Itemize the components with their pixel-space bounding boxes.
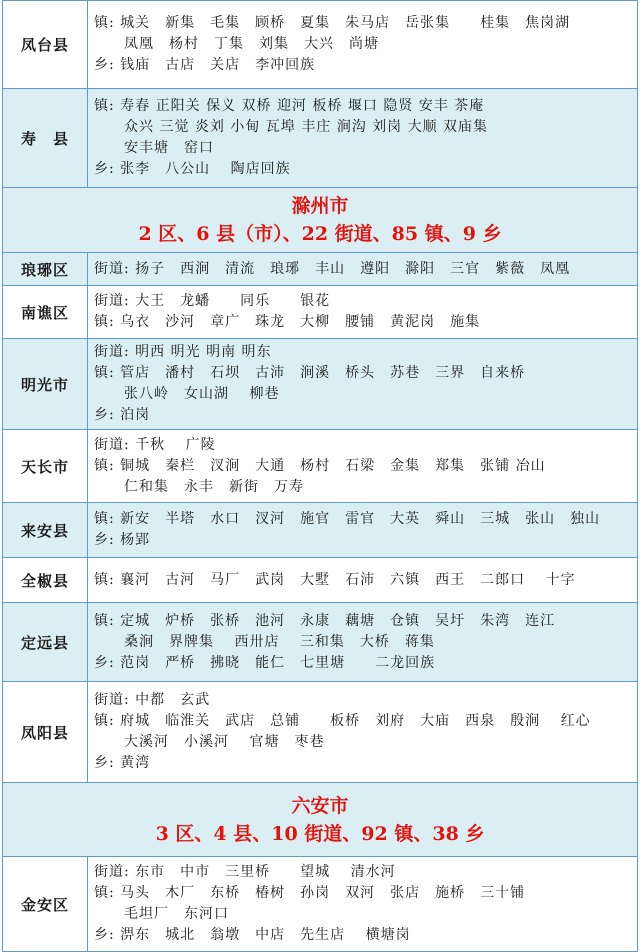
division-line: 镇: 城关 新集 毛集 顾桥 夏集 朱马店 岳张集 桂集 焦岗湖 — [94, 15, 571, 31]
city-header-cell — [3, 783, 638, 857]
division-line: 张八岭 女山湖 柳巷 — [124, 386, 280, 402]
county-name: 琅琊区 — [3, 253, 88, 286]
table-body — [3, 1, 638, 952]
division-line: 镇: 襄河 古河 马厂 武岗 大墅 石沛 六镇 西王 二郎口 十字 — [94, 571, 576, 588]
division-line: 乡: 钱庙 古店 关店 李冲回族 — [94, 57, 316, 73]
division-line: 安丰塘 窑口 — [124, 140, 214, 156]
city-header-row — [3, 188, 638, 253]
county-row — [3, 253, 638, 286]
division-line: 桑涧 界牌集 西卅店 三和集 大桥 蒋集 — [124, 633, 435, 650]
division-line: 乡: 张李 八公山 陶店回族 — [94, 161, 291, 177]
division-line: 仁和集 永丰 新街 万寿 — [124, 478, 304, 495]
city-header-row — [3, 783, 638, 857]
city-stats: 2 区、6 县（市）、22 街道、85 镇、9 乡 — [138, 223, 502, 245]
county-name: 天长市 — [3, 430, 88, 503]
county-divisions — [88, 89, 638, 188]
city-stats: 3 区、4 县、10 街道、92 镇、38 乡 — [155, 822, 485, 845]
division-line: 镇: 新安 半塔 水口 汊河 施官 雷官 大英 舜山 三城 张山 独山 — [94, 511, 601, 527]
county-divisions — [88, 430, 638, 503]
division-line: 街道: 大王 龙蟠 同乐 银花 — [94, 293, 331, 309]
division-line: 乡: 范岗 严桥 拂晓 能仁 七里塘 二龙回族 — [94, 654, 436, 671]
county-name: 来安县 — [3, 503, 88, 558]
county-divisions — [88, 1, 638, 89]
county-row — [3, 286, 638, 339]
division-line: 镇: 管店 潘村 石坝 古沛 涧溪 桥头 苏巷 三界 自来桥 — [94, 365, 526, 381]
division-line: 毛坦厂 东河口 — [124, 906, 229, 922]
county-row — [3, 430, 638, 503]
county-row — [3, 339, 638, 430]
division-line: 镇: 马头 木厂 东桥 椿树 孙岗 双河 张店 施桥 三十铺 — [94, 885, 526, 901]
county-divisions — [88, 603, 638, 682]
division-line: 街道: 东市 中市 三里桥 望城 清水河 — [94, 864, 396, 880]
county-row — [3, 558, 638, 603]
division-line: 凤凰 杨村 丁集 刘集 大兴 尚塘 — [124, 36, 379, 52]
city-name: 六安市 — [291, 794, 349, 817]
division-line: 镇: 府城 临淮关 武店 总铺 板桥 刘府 大庙 西泉 殷涧 红心 — [94, 713, 591, 729]
county-divisions — [88, 857, 638, 952]
division-line: 镇: 铜城 秦栏 汊涧 大通 杨村 石梁 金集 郑集 张铺 冶山 — [94, 457, 546, 474]
division-line: 乡: 杨郢 — [94, 532, 151, 548]
division-line: 乡: 泊岗 — [94, 407, 151, 423]
division-line: 乡: 黄湾 — [94, 755, 151, 771]
county-divisions — [88, 503, 638, 558]
county-divisions — [88, 558, 638, 603]
county-divisions — [88, 286, 638, 339]
county-row — [3, 89, 638, 188]
county-name: 明光市 — [3, 339, 88, 430]
division-line: 大溪河 小溪河 官塘 枣巷 — [124, 734, 325, 750]
county-name: 南谯区 — [3, 286, 88, 339]
division-line: 镇: 寿春 正阳关 保义 双桥 迎河 板桥 堰口 隐贤 安丰 茶庵 — [94, 98, 485, 114]
division-line: 众兴 三觉 炎刘 小甸 瓦埠 丰庄 涧沟 刘岗 大顺 双庙集 — [124, 119, 489, 135]
division-line: 镇: 乌衣 沙河 章广 珠龙 大柳 腰铺 黄泥岗 施集 — [94, 314, 481, 330]
city-name: 滁州市 — [291, 195, 349, 217]
county-row — [3, 603, 638, 682]
division-line: 街道: 千秋 广陵 — [94, 436, 216, 453]
division-line: 街道: 扬子 西涧 清流 琅琊 丰山 遵阳 滁阳 三官 紫薇 凤凰 — [94, 260, 571, 277]
city-header-cell — [3, 188, 638, 253]
county-row — [3, 857, 638, 952]
division-line: 乡: 淠东 城北 翁墩 中店 先生店 横塘岗 — [94, 927, 411, 943]
county-name: 寿 县 — [3, 89, 88, 188]
county-divisions — [88, 682, 638, 783]
county-name: 全椒县 — [3, 558, 88, 603]
county-name: 凤阳县 — [3, 682, 88, 783]
county-name: 定远县 — [3, 603, 88, 682]
county-name: 凤台县 — [3, 1, 88, 89]
county-divisions — [88, 339, 638, 430]
county-divisions — [88, 253, 638, 286]
division-line: 镇: 定城 炉桥 张桥 池河 永康 藕塘 仓镇 吴圩 朱湾 连江 — [94, 612, 556, 629]
division-line: 街道: 中都 玄武 — [94, 692, 211, 708]
county-name: 金安区 — [3, 857, 88, 952]
division-line: 街道: 明西 明光 明南 明东 — [94, 344, 272, 360]
county-row — [3, 682, 638, 783]
division-table — [2, 0, 638, 952]
county-row — [3, 1, 638, 89]
county-row — [3, 503, 638, 558]
